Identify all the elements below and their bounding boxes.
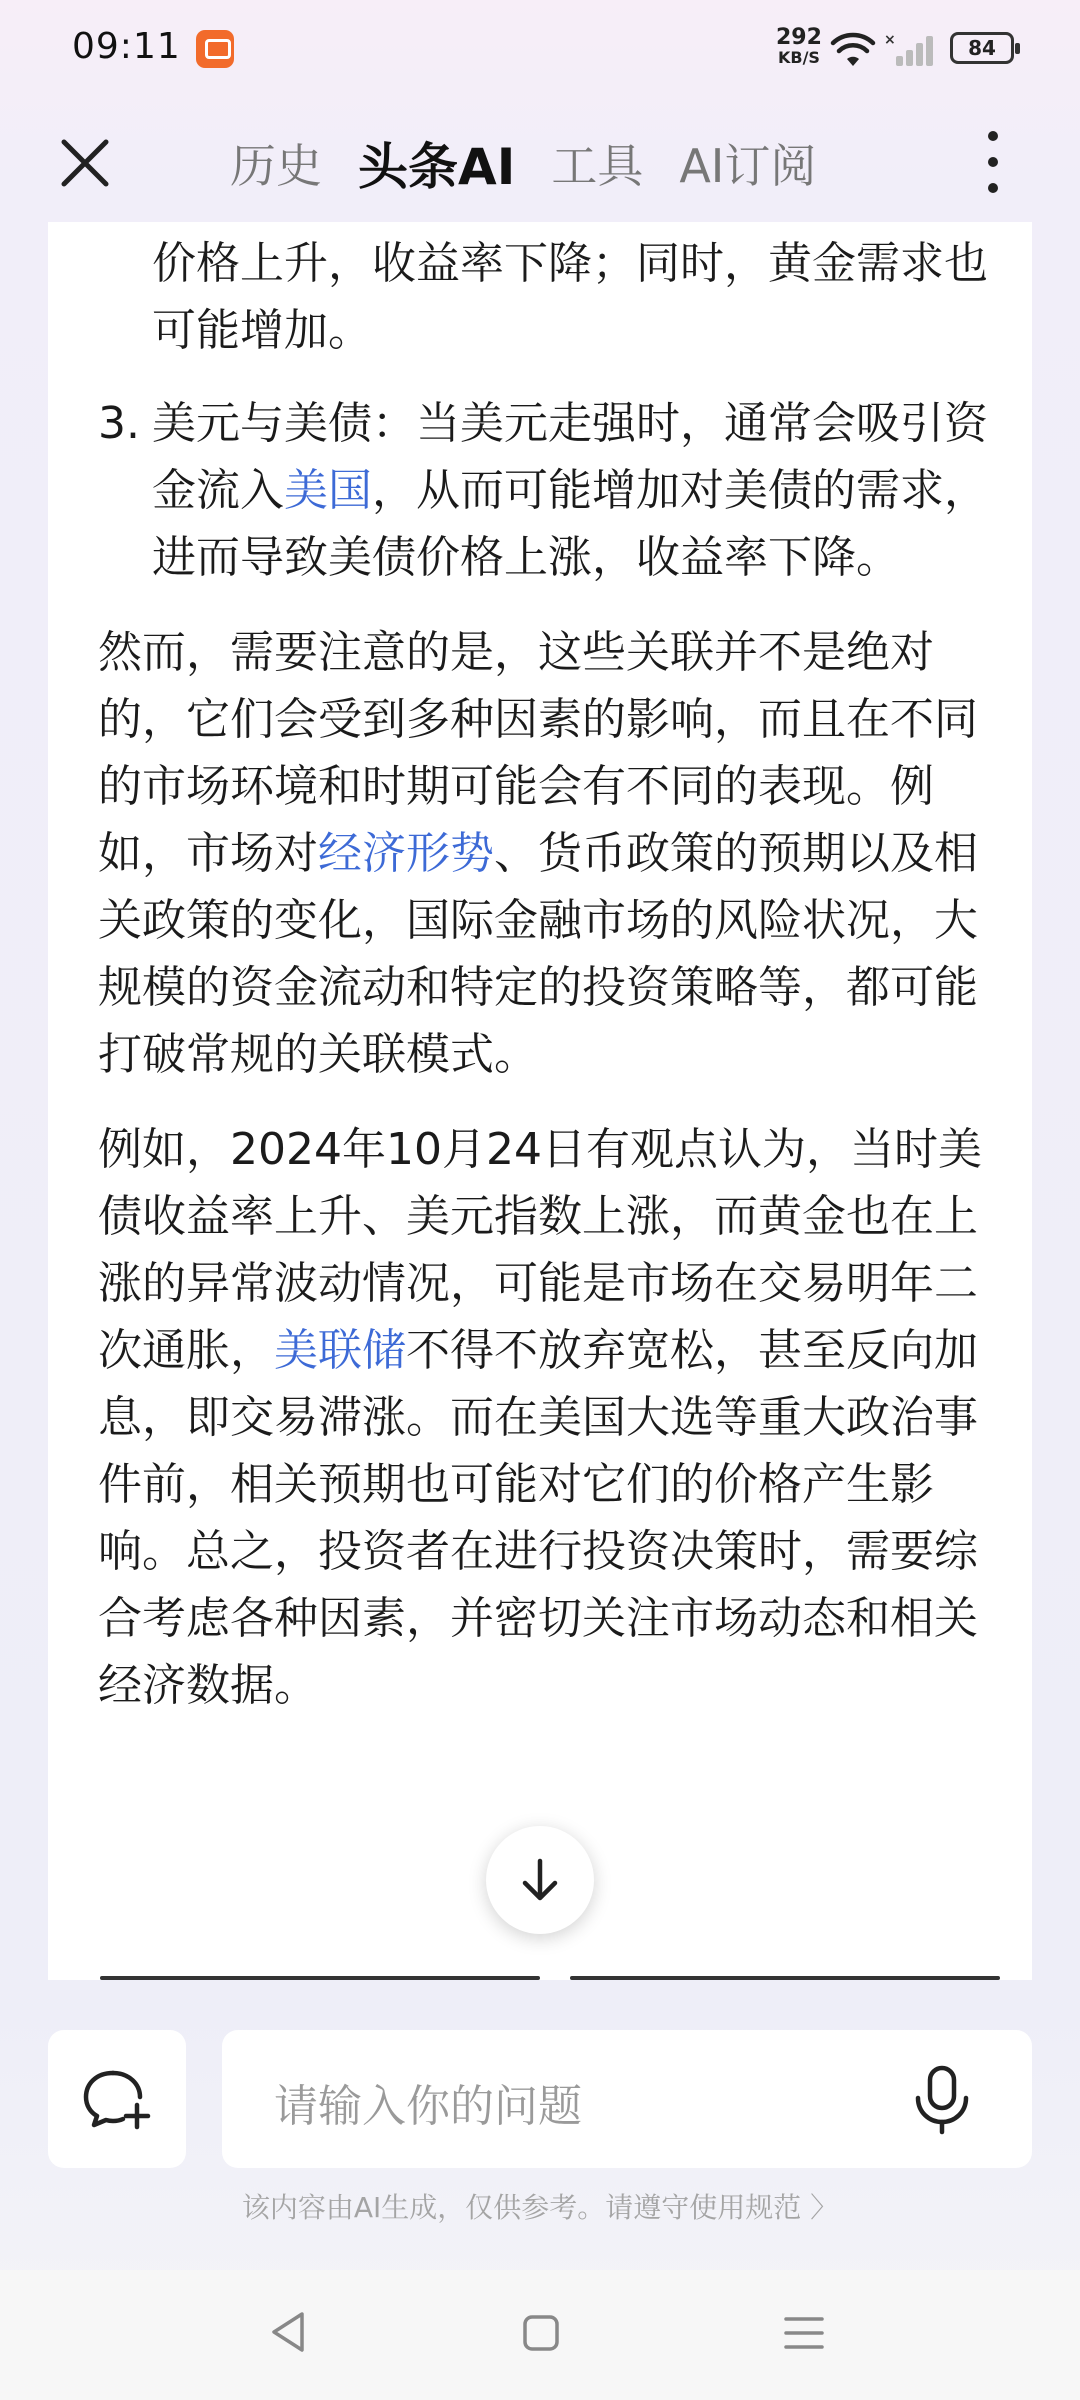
paragraph-text: 然而，需要注意的是，这些关联并不是绝对的，它们会受到多种因素的影响，而且在不同的市场环境和时期可能会有不同的表现。例如，市场对 [98, 627, 978, 879]
menu-icon[interactable] [782, 2314, 826, 2352]
signal-icon [884, 32, 934, 68]
wifi-icon [830, 32, 876, 68]
microphone-icon[interactable] [902, 2060, 982, 2140]
network-speed-value: 292 [776, 25, 822, 50]
header [0, 110, 1080, 220]
system-nav-bar [0, 2270, 1080, 2400]
tab-toutiao-ai[interactable]: 头条AI [358, 138, 516, 196]
paragraph-continuation: 价格上升，收益率下降；同时，黄金需求也可能增加。 [152, 238, 988, 356]
status-time: 09:11 [72, 26, 181, 67]
list-item-3 [98, 390, 998, 591]
back-icon[interactable] [268, 2310, 308, 2354]
tab-bar [230, 128, 816, 198]
paragraph-example [98, 1116, 998, 1719]
battery-indicator: 84 [950, 32, 1014, 64]
close-icon[interactable] [50, 128, 120, 198]
link-economic-situation[interactable]: 经济形势 [318, 828, 494, 879]
app-notification-icon [196, 30, 234, 68]
paragraph-text: 、货币政策的预期以及相关政策的变化，国际金融市场的风险状况，大规模的资金流动和特定的投资策略等，都可能打破常规的关联模式。 [98, 828, 978, 1080]
link-federal-reserve[interactable]: 美联储 [274, 1325, 406, 1376]
home-icon[interactable] [522, 2314, 560, 2352]
list-number: 3. [98, 398, 140, 449]
list-text: 美元与美债：当美元走强时，通常会吸引资金流入 [152, 398, 988, 516]
paragraph-text: 例如，2024年10月24日有观点认为，当时美债收益率上升、美元指数上涨，而黄金也在上涨的异常波动情况，可能是市场在交易明年二次通胀， [98, 1124, 982, 1376]
network-speed [776, 25, 822, 68]
chat-add-icon [81, 2067, 153, 2131]
tab-ai-subscription[interactable]: AI订阅 [679, 139, 817, 193]
ai-disclaimer[interactable]: 该内容由AI生成，仅供参考。请遵守使用规范 〉 [241, 2191, 839, 2224]
paragraph-text: 不得不放弃宽松，甚至反向加息，即交易滞涨。而在美国大选等重大政治事件前，相关预期也可能对它们的价格产生影响。总之，投资者在进行投资决策时，需要综合考虑各种因素，并密切关注市场动态和相关经济数据。 [98, 1325, 978, 1711]
list-text: ，从而可能增加对美债的需求，进而导致美债价格上涨，收益率下降。 [152, 465, 988, 583]
input-placeholder: 请输入你的问题 [274, 2081, 582, 2132]
answer-card[interactable] [48, 222, 1032, 1980]
svg-text:×: × [884, 32, 896, 48]
link-usa[interactable]: 美国 [284, 465, 372, 516]
tab-history[interactable]: 历史 [230, 139, 322, 193]
tab-tools[interactable]: 工具 [551, 139, 644, 193]
status-bar [0, 0, 1080, 100]
more-options-icon[interactable] [968, 122, 1018, 202]
network-speed-unit: KB/S [777, 48, 820, 67]
suggestion-chips-edge [100, 1976, 980, 1982]
question-input[interactable] [222, 2030, 1032, 2168]
arrow-down-icon [515, 1855, 565, 1905]
new-chat-button[interactable] [48, 2030, 186, 2168]
scroll-down-button[interactable] [486, 1826, 594, 1934]
answer-content [98, 230, 998, 1719]
paragraph-caveat [98, 619, 998, 1088]
